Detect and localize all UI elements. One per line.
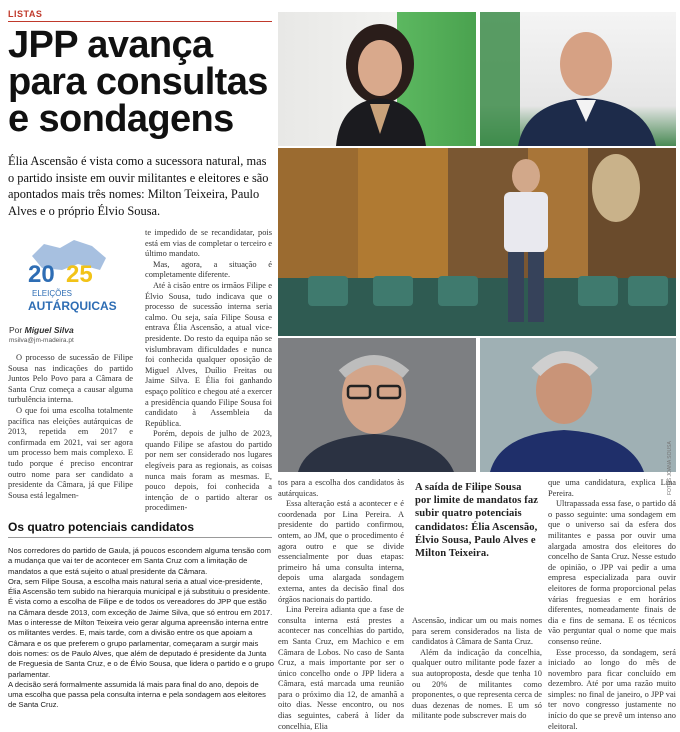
paragraph: Porém, depois de julho de 2023, quando Filipe se afastou do partido por nem ser considerado nos lugares elegíveis para as regionais, as coisas nunca mais foram as mesmas. E, pouco depois, foi conhecida a intenção de o partido alterar os procedimen- [145, 429, 272, 514]
body-column-3 [278, 478, 404, 732]
section-divider [8, 21, 272, 22]
photo-man-bald [480, 12, 676, 146]
paragraph: Ora, sem Filipe Sousa, a escolha mais natural seria a atual vice-presidente, Élia Ascensão tem subido na hierarquia municipal e já substituiu o presidente. É vista como a escolha de Filipe e de todos os vereadores do JPP que estão na Câmara desde 2013, com exceção de Jaime Silva, que só entrou em 2017. [8, 577, 274, 618]
body-column-4 [412, 616, 542, 722]
paragraph: que uma candidatura, explica Lina Pereira. [548, 478, 676, 499]
byline-author: Miguel Silva [25, 325, 74, 335]
paragraph: O que foi uma escolha totalmente pacífica nas eleições autárquicas de 2013, repetida em 2017 e confirmada em 2021, vai ser agora um processo bem mais complexo. E tudo porque é preciso encontrar outro nome para ser candidato a presidente da Câmara, já que Filipe Sousa está legalmen- [8, 406, 133, 501]
paragraph: Essa alteração está a acontecer e é coordenada por Lina Pereira. A presidente do partido confirmou, ontem, ao JM, que o procedimento é agora outro e que se divide essencialmente por duas etapas: primeiro há uma consulta interna, depois uma alargada sondagem externa, antes da decisão final dos órgãos nacionais do partido. [278, 499, 404, 605]
photo-elia-ascensao [278, 12, 476, 146]
byline-prefix: Por [9, 325, 22, 335]
paragraph: A decisão será formalmente assumida lá mais para final do ano, depois de uma escolha que passa pela consulta interna e pela sondagem aos eleitores de Santa Cruz. [8, 680, 274, 711]
section-tag: LISTAS [8, 9, 42, 19]
paragraph: Ascensão, indicar um ou mais nomes para serem considerados na lista de candidatos à Câmara de Santa Cruz. [412, 616, 542, 648]
lead-paragraph: Élia Ascensão é vista como a sucessora natural, mas o partido insiste em ouvir militantes e eleitores e são apontados mais três nomes: Milton Teixeira, Paulo Alves e o próprio Élvio Sousa. [8, 153, 274, 219]
body-column-1 [8, 353, 133, 501]
byline [9, 325, 74, 335]
paragraph: te impedido de se recandidatar, pois está em vias de completar o terceiro e último mandato. [145, 228, 272, 260]
photo-man-glasses [278, 338, 476, 472]
paragraph: Nos corredores do partido de Gaula, já poucos escondem alguma tensão com a mudança que vai ter de acontecer em Santa Cruz com a limitação de mandatos a que está sujeito o atual presidente da Câmara. [8, 546, 274, 577]
sidebar-text [8, 546, 274, 711]
sidebar-divider [8, 537, 272, 538]
pull-quote: A saída de Filipe Sousa por limite de mandatos faz subir quatro potenciais candidatos: Élia Ascensão, Élvio Sousa, Paulo Alves e Milton Teixeira. [415, 481, 539, 560]
logo-year-left: 20 [28, 261, 55, 288]
byline-email[interactable]: msilva@jm-madeira.pt [9, 337, 74, 344]
elections-logo [22, 234, 112, 318]
paragraph: Além da indicação da concelhia, qualquer outro militante pode fazer a sua autoproposta, desde que tenha 10 ou 20% de militantes como proponentes, o que representa cerca de duas dezenas de nomes. E um só militante pode subscrever mais do [412, 648, 542, 722]
paragraph: Lina Pereira adianta que a fase de consulta interna está prestes a acontecer nas concelhias do partido, em Santa Cruz, em Machico e em Câmara de Lobos. No caso de Santa Cruz, a mais importante por ser o único concelho onde o JPP lidera a Câmara, está marcada uma reunião para o próximo dia 12, de amanhã a oito dias. Nesse encontro, ou nos dias seguintes, caberá à líder da concelhia, Elia [278, 605, 404, 732]
paragraph: Esse processo, da sondagem, será iniciado ao longo do mês de novembro para ficar concluído em dezembro. Até por uma razão muito simples: no final de janeiro, o JPP vai ter novo congresso justamente no início do que se prevê um intenso ano eleitoral. [548, 648, 676, 732]
photo-man-grey-hair [480, 338, 676, 472]
logo-year-right: 25 [66, 261, 93, 288]
photo-credit: FOTOS JOANA SOUSA [667, 441, 673, 495]
logo-line1: ELEIÇÕES [32, 289, 72, 298]
paragraph: Ultrapassada essa fase, o partido dá o passo seguinte: uma sondagem em que o universo sai da esfera dos militantes e passa por ouvir uma alargada amostra dos eleitores do concelho de Santa Cruz. Nesse estudo de opinião, o JPP vai pedir a uma empresa especializada para ouvir eleitores de forma proporcional pelas várias freguesias e em horários diferentes, nomeadamente finais de dia e fins de semana. E os técnicos vão perguntar qual o nome que mais consenso reúne. [548, 499, 676, 647]
paragraph: Mas o interesse de Milton Teixeira veio gerar alguma apreensão interna entre os militantes verdes. E, mais tarde, com a divisão entre os que apoiam a Câmara e os que preferem o grupo parlamentar, começaram a surgir mais dois nomes: os de Paulo Alves, que além de deputado é presidente da Junta de Freguesia de Santa Cruz, e o de Élvio Sousa, que lidera o partido e o grupo parlamentar. [8, 618, 274, 680]
headline: JPP avança para consultas e sondagens [8, 27, 276, 138]
sidebar-title: Os quatro potenciais candidatos [8, 520, 194, 534]
body-column-5 [548, 478, 676, 732]
body-column-2 [145, 228, 272, 514]
paragraph: Mas, agora, a situação é completamente diferente. [145, 260, 272, 281]
logo-line2: AUTÁRQUICAS [28, 298, 117, 313]
paragraph: O processo de sucessão de Filipe Sousa nas indicações do partido Juntos Pelo Povo para a Câmara de Santa Cruz começa a causar alguma turbulência interna. [8, 353, 133, 406]
paragraph: tos para a escolha dos candidatos às autárquicas. [278, 478, 404, 499]
photo-council-chamber [278, 148, 676, 336]
paragraph: Até à cisão entre os irmãos Filipe e Élvio Sousa, tudo indicava que o processo de sucessão interna seria calmo. Ou seja, saía Filipe Sousa e entrava Élia Ascensão, a atual vice-presidente. Do resto da equipa não se vislumbravam dificuldades e nunca foi conhecida qualquer oposição de Miguel Alves, Duílio Freitas ou Jaime Silva. E Élia foi ganhando espaço político e chegou até a exercer a presidência quando Filipe Sousa foi candidato à Assembleia da República. [145, 281, 272, 429]
